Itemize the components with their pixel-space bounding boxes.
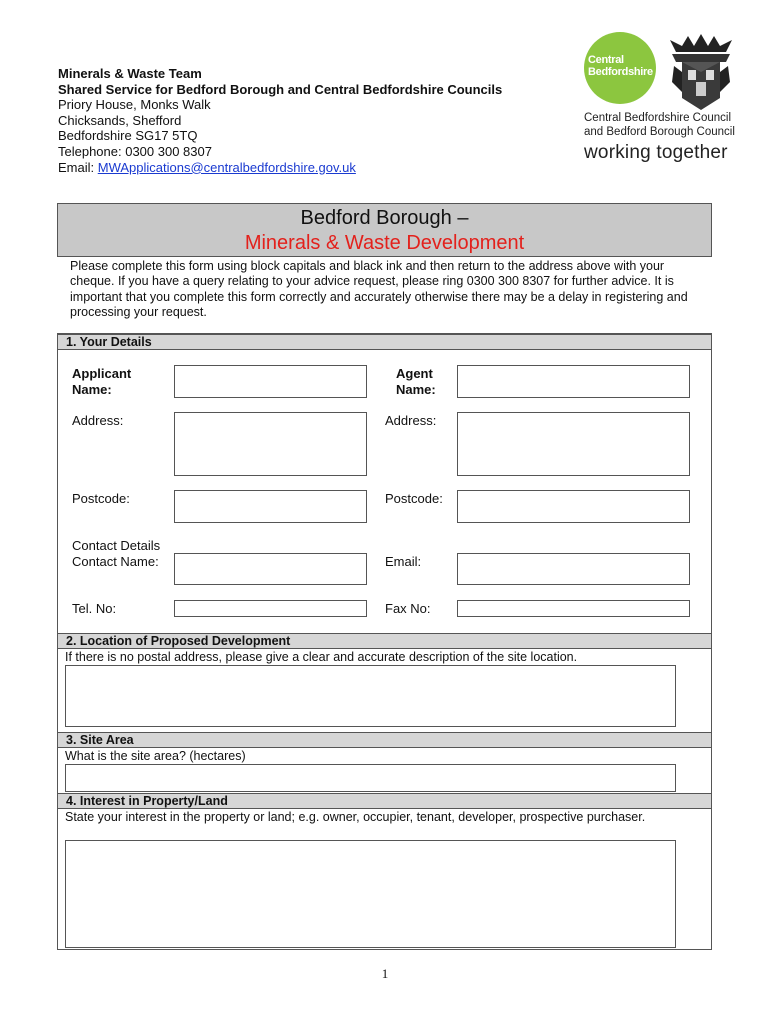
- applicant-name-input[interactable]: [174, 365, 367, 398]
- email-line: [58, 160, 502, 176]
- fax-input[interactable]: [457, 600, 690, 617]
- fax-label: Fax No:: [385, 601, 431, 616]
- interest-input[interactable]: [65, 840, 676, 948]
- section-heading-your-details: 1. Your Details: [58, 334, 711, 350]
- service-name: Shared Service for Bedford Borough and Central Bedfordshire Councils: [58, 81, 503, 97]
- tel-input[interactable]: [174, 600, 367, 617]
- section-heading-location: 2. Location of Proposed Development: [58, 633, 711, 649]
- email-label: Email:: [58, 159, 98, 175]
- agent-postcode-input[interactable]: [457, 490, 690, 523]
- agent-address-label: Address:: [385, 413, 437, 428]
- contact-block: [58, 66, 502, 175]
- applicant-postcode-input[interactable]: [174, 490, 367, 523]
- bedford-borough-crest-icon: [668, 32, 734, 114]
- telephone: Telephone: 0300 300 8307: [58, 143, 212, 159]
- location-input[interactable]: [65, 665, 676, 727]
- email-label: Email:: [385, 554, 422, 569]
- team-name: Minerals & Waste Team: [58, 66, 202, 81]
- agent-name-label: Agent Name:: [396, 366, 436, 397]
- form-title: Bedford Borough –: [300, 207, 469, 229]
- form-title-box: [57, 203, 712, 257]
- agent-address-input[interactable]: [457, 412, 690, 476]
- location-description: If there is no postal address, please give a clear and accurate description of the site location.: [65, 650, 578, 664]
- applicant-postcode-label: Postcode:: [72, 491, 130, 506]
- agent-name-input[interactable]: [457, 365, 690, 398]
- applicant-address-label: Address:: [72, 413, 124, 428]
- logo-text: Bedfordshire: [588, 66, 653, 78]
- applicant-address-input[interactable]: [174, 412, 367, 476]
- address-line: Priory House, Monks Walk: [58, 97, 211, 113]
- logo-text: Central: [588, 54, 624, 66]
- site-area-description: What is the site area? (hectares): [65, 749, 246, 763]
- council-names: [584, 112, 735, 139]
- interest-description: State your interest in the property or land; e.g. owner, occupier, tenant, developer, prospective purchaser.: [65, 810, 646, 824]
- form-subtitle: Minerals & Waste Development: [244, 232, 525, 254]
- applicant-name-label: Applicant Name:: [72, 366, 132, 397]
- email-input[interactable]: [457, 553, 690, 585]
- central-bedfordshire-logo: [584, 32, 656, 104]
- agent-postcode-label: Postcode:: [385, 491, 443, 506]
- section-heading-site-area: 3. Site Area: [58, 732, 711, 748]
- contact-name-label: Contact Name:: [72, 554, 159, 569]
- section-heading-interest: 4. Interest in Property/Land: [58, 793, 711, 809]
- address-line: Bedfordshire SG17 5TQ: [58, 128, 198, 144]
- page-number: 1: [381, 966, 389, 981]
- council-line: and Bedford Borough Council: [584, 125, 735, 138]
- contact-name-input[interactable]: [174, 553, 367, 585]
- address-line: Chicksands, Shefford: [58, 112, 182, 128]
- intro-text: Please complete this form using block capitals and black ink and then return to the address above with your cheque. If you have a query relating to your advice request, please ring 0300 300 8307 for further advice. It is important that you complete this form correctly and accurately otherwise there may be a delay in registering and processing your request.: [70, 259, 688, 319]
- site-area-input[interactable]: [65, 764, 676, 792]
- tel-label: Tel. No:: [72, 601, 117, 616]
- council-line: Central Bedfordshire Council: [584, 112, 732, 124]
- contact-details-label: Contact Details: [72, 538, 161, 553]
- tagline: working together: [584, 142, 728, 163]
- email-link[interactable]: MWApplications@centralbedfordshire.gov.uk: [97, 159, 356, 175]
